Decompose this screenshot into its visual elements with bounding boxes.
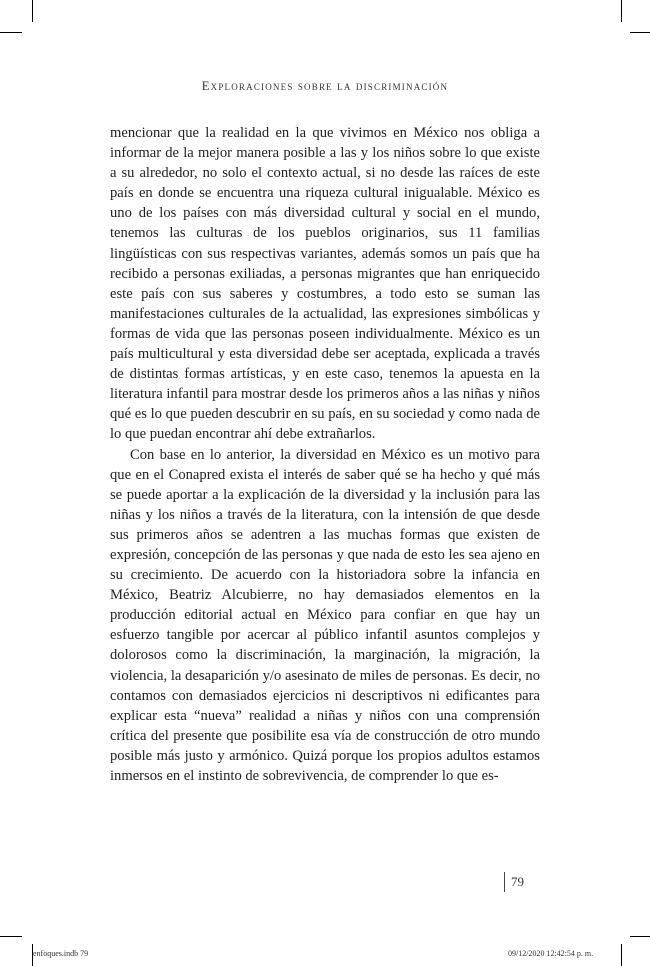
crop-mark-top-right-v bbox=[621, 0, 622, 22]
crop-mark-top-left-h bbox=[0, 32, 22, 33]
body-text bbox=[110, 123, 540, 786]
crop-mark-bottom-right-h bbox=[630, 936, 650, 937]
crop-mark-bottom-left-h bbox=[0, 936, 22, 937]
slug-timestamp: 09/12/2020 12:42:54 p. m. bbox=[508, 949, 594, 958]
running-head: Exploraciones sobre la discriminación bbox=[201, 79, 449, 93]
page-number: 79 bbox=[504, 872, 524, 892]
crop-mark-top-left-v bbox=[32, 0, 33, 22]
crop-mark-top-right-h bbox=[630, 32, 650, 33]
paragraph-1: mencionar que la realidad en la que vivimos en México nos obliga a informar de la mejor manera posible a las y los niños sobre lo que existe a su alrededor, no solo el contexto actual, si no desde las raíces de este país en donde se encuentra una riqueza cultural inigualable. México es uno de los países con más diversidad cultural y social en el mundo, tenemos las culturas de los pueblos originarios, sus 11 familias lingüísticas con sus respectivas variantes, además somos un país que ha recibido a personas exiliadas, a personas migrantes que han enriquecido este país con sus saberes y costumbres, a todo esto se suman las manifestaciones culturales de la actualidad, las expresiones simbólicas y formas de vida que las personas poseen individualmente. México es un país multicultural y esta diversidad debe ser aceptada, explicada a través de distintas formas artísticas, y en este caso, tenemos la apuesta en la literatura infantil para mostrar desde los primeros años a las niñas y niños qué es lo que pueden descubrir en su país, en su sociedad y como nada de lo que puedan encontrar ahí debe extrañarlos. bbox=[110, 125, 540, 443]
crop-mark-bottom-right-v bbox=[621, 944, 622, 966]
slug-file: enfoques.indb 79 bbox=[33, 949, 89, 958]
paragraph-2: Con base en lo anterior, la diversidad en México es un motivo para que en el Conapred exista el interés de saber qué se ha hecho y qué más se puede aportar a la explicación de la diversidad y la inclusión para las niñas y los niños a través de la literatura, con la intensión de que desde sus primeros años se adentren a las muchas formas que existen de expresión, concepción de las personas y que nada de esto les sea ajeno en su crecimiento. De acuerdo con la historiadora sobre la infancia en México, Beatriz Alcubierre, no hay demasiados elementos en la producción editorial actual en México para confiar en que hay un esfuerzo tangible por acercar al público infantil asuntos complejos y dolorosos como la discriminación, la marginación, la migración, la violencia, la desaparición y/o asesinato de miles de personas. Es decir, no contamos con demasiados ejercicios ni descriptivos ni edificantes para explicar esta “nueva” realidad a niñas y niños con una comprensión crítica del presente que posibilite esa vía de construcción de otro mundo posible más justo y armónico. Quizá porque los propios adultos estamos inmersos en el instinto de sobrevivencia, de comprender lo que es- bbox=[110, 446, 540, 784]
